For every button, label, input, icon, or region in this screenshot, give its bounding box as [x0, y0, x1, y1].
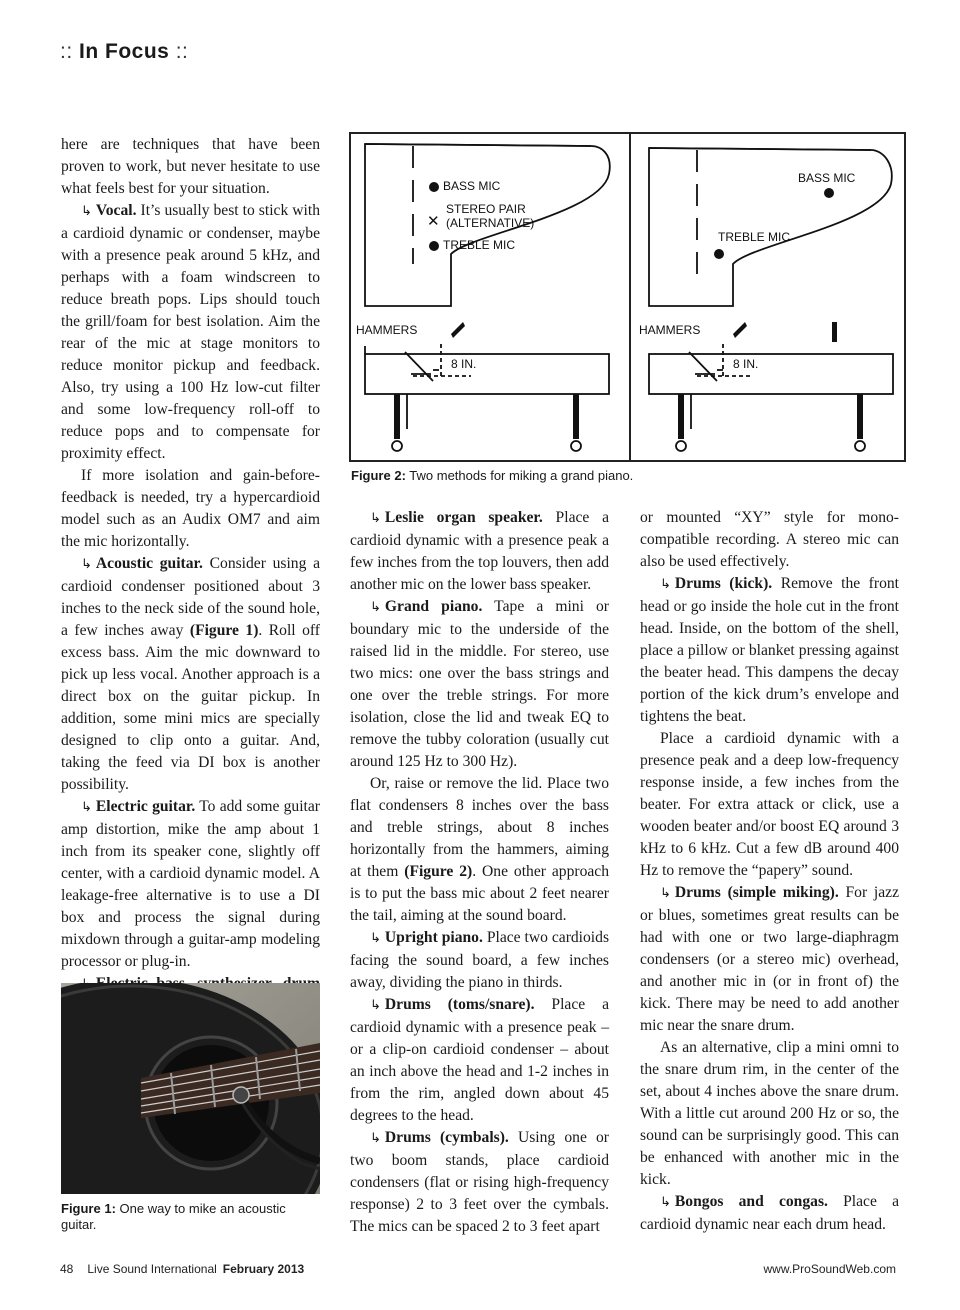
paragraph-text: It’s usually best to stick with a cardioid dynamic or condenser, maybe with a presence peak around 5 kHz, and perhaps with a foam windscreen to reduce breath pops. Lips should touch the grill/foam for best isolation. Aim the rear of the mic at stage monitors to reduce monitor pickup and feedback. Also, try using a 100 Hz low-cut filter and some low-frequency roll-off to reduce pops and to compensate for proximity effect. — [61, 202, 320, 462]
paragraph-text: Or, raise or remove the lid. Place two flat condensers 8 inches over the bass and treble strings, about 8 inches horizontally from the hammers, aiming at them — [350, 775, 609, 880]
caption-text: Two methods for miking a grand piano. — [405, 468, 634, 483]
arrow-icon: ↳ — [81, 800, 92, 815]
paragraph-electric — [61, 796, 320, 973]
caption-label: Figure 1: — [61, 1201, 116, 1216]
footer-url[interactable]: www.ProSoundWeb.com — [763, 1262, 896, 1276]
issue-date: February 2013 — [222, 1262, 305, 1276]
paragraph: If more isolation and gain-before-feedback is needed, try a hypercardioid model such as an Audix OM7 and aim the mic horizontally. — [61, 467, 320, 550]
paragraph-grand — [350, 596, 609, 773]
paragraph: As an alternative, clip a mini omni to the snare drum rim, in the center of the set, about 4 inches above the snare drum. With a little cut around 200 Hz or so, the sound can be surprisingly good. This can be enhanced with another mic in the kick. — [640, 1039, 899, 1188]
footer-left — [60, 1262, 304, 1276]
paragraph: Place a cardioid dynamic with a presence peak and a deep low-frequency response inside, a few inches from the beater. For extra attack or click, use a wooden beater and/or boost EQ around 3 kHz to 6 kHz. Cut a few dB around 400 Hz to remove the “papery” sound. — [640, 730, 899, 879]
paragraph: or mounted “XY” style for mono-compatible recording. A stereo mic can also be used effectively. — [640, 509, 899, 570]
bass-mic-marker — [429, 182, 439, 192]
label-hammers: HAMMERS — [356, 323, 418, 337]
topic-heading: Drums (simple miking). — [674, 884, 839, 901]
bass-mic-marker — [824, 188, 834, 198]
paragraph-text: For jazz or blues, sometimes great results can be had with one or two large-diaphragm condensers (or a stereo mic) overhead, and another mic in (or in front of) the kick. There may be need to add another mic near the snare drum. — [640, 884, 900, 1034]
piano-right-diagram — [649, 148, 893, 451]
topic-heading: Bongos and congas. — [674, 1193, 828, 1210]
label-treble-mic: TREBLE MIC — [718, 230, 791, 244]
label-hammers: HAMMERS — [639, 323, 701, 337]
paragraph-text: Place a cardioid dynamic with a presence peak a few inches from the top louvers, then add another mic on the lower bass speaker. — [350, 509, 609, 593]
arrow-icon: ↳ — [370, 998, 381, 1013]
section-header — [60, 40, 188, 64]
figure-1-photo — [61, 983, 320, 1194]
page-number: 48 — [60, 1262, 74, 1276]
paragraph-toms — [350, 994, 609, 1127]
topic-heading: Acoustic guitar. — [95, 555, 203, 572]
caption-text: One way to mike an acoustic guitar. — [61, 1201, 286, 1232]
paragraph-kick — [640, 573, 899, 728]
paragraph-text: Place a cardioid dynamic with a presence peak – or a clip-on cardioid condenser – about an inch above the head and 1-2 inches in from the rim, angled down about 45 degrees to the head. — [350, 996, 609, 1124]
figure-reference: (Figure 1) — [189, 622, 259, 639]
treble-mic-marker — [714, 249, 724, 259]
paragraph-text: Tape a mini or boundary mic to the underside of the raised lid in the middle. For stereo, use two mics: one over the bass strings and one over the treble strings. For more isolation, close the lid and tweak EQ to remove the tubby coloration (usually cut around 125 Hz to 300 Hz). — [350, 598, 609, 770]
arrow-icon: ↳ — [660, 1195, 671, 1210]
label-treble-mic: TREBLE MIC — [443, 238, 516, 252]
topic-heading: Leslie organ speaker. — [384, 509, 543, 526]
paragraph-vocal — [61, 200, 320, 465]
paragraph-text: Place two cardioids facing the sound board, a few inches away, dividing the piano in thirds. — [350, 929, 610, 991]
paragraph-leslie — [350, 507, 609, 596]
arrow-icon: ↳ — [660, 886, 671, 901]
treble-mic-marker — [429, 241, 439, 251]
topic-heading: Drums (toms/snare). — [384, 996, 535, 1013]
topic-heading: Upright piano. — [384, 929, 483, 946]
arrow-icon: ↳ — [81, 204, 92, 219]
arrow-icon: ↳ — [81, 557, 92, 572]
mic-symbol — [832, 322, 837, 342]
figure-reference: (Figure 2) — [404, 863, 473, 880]
arrow-icon: ↳ — [370, 511, 381, 526]
label-distance: 8 IN. — [733, 357, 759, 371]
paragraph-text: Place a cardioid dynamic near each drum head. — [640, 1193, 899, 1233]
label-bass-mic: BASS MIC — [798, 171, 856, 185]
topic-heading: Vocal. — [95, 202, 137, 219]
paragraph-text: Consider using a cardioid condenser positioned about 3 inches to the neck side of the sound hole, a few inches away — [61, 555, 320, 639]
publication-name: Live Sound International — [87, 1262, 217, 1276]
label-bass-mic: BASS MIC — [443, 179, 501, 193]
figure-1-caption — [61, 1201, 320, 1233]
paragraph-bongos — [640, 1191, 899, 1236]
topic-heading: Electric guitar. — [95, 798, 196, 815]
paragraph-upright — [350, 927, 609, 994]
header-suffix: :: — [175, 40, 189, 63]
header-prefix: :: — [60, 40, 73, 63]
paragraph-text: . Roll off excess bass. Aim the mic downward to pick up less vocal. Another approach is a direct box on the guitar pickup. In addition, some mini mics are specially designed to clip onto a guitar. And, taking the feed via DI box is another possibility. — [61, 622, 320, 793]
topic-heading: Drums (kick). — [674, 575, 773, 592]
arrow-icon: ↳ — [370, 931, 381, 946]
stereo-pair-marker: ✕ — [427, 212, 440, 230]
acoustic-guitar-illustration — [61, 983, 320, 1194]
diagram-divider — [629, 134, 631, 460]
article-column-3 — [640, 507, 899, 1236]
paragraph-cymbals — [350, 1127, 609, 1238]
arrow-icon: ↳ — [370, 600, 381, 615]
label-stereo-pair: STEREO PAIR — [446, 202, 526, 216]
article-column-1 — [61, 134, 320, 1018]
arrow-icon: ↳ — [660, 577, 671, 592]
paragraph-text: . One other approach is to put the bass mic about 2 feet nearer the tail, aiming at the sound board. — [350, 863, 609, 924]
paragraph-text: Remove the front head or go inside the hole cut in the front head. Inside, on the bottom of the shell, place a pillow or blanket pressing against the beater head. This dampens the decay portion of the kick drum’s envelope and tightens the beat. — [640, 575, 899, 725]
paragraph: here are techniques that have been proven to work, but never hesitate to use what feels best for your situation. — [61, 136, 320, 197]
article-column-2 — [350, 507, 609, 1238]
grand-piano-diagrams — [351, 134, 904, 460]
paragraph-grand-2 — [350, 773, 609, 927]
topic-heading: Drums (cymbals). — [384, 1129, 509, 1146]
arrow-icon: ↳ — [370, 1131, 381, 1146]
topic-heading: Grand piano. — [384, 598, 483, 615]
figure-2-diagram — [349, 132, 906, 462]
mic-symbol — [733, 322, 747, 338]
caption-label: Figure 2: — [351, 468, 406, 483]
header-title: In Focus — [79, 40, 170, 63]
paragraph-text: To add some guitar amp distortion, mike the amp about 1 inch from its speaker cone, slightly off center, with a cardioid dynamic model. A leakage-free alternative is to use a DI box and process the signal during mixdown through a guitar-amp modeling processor or plug-in. — [61, 798, 320, 970]
paragraph-text: Using one or two boom stands, place cardioid condensers (flat or rising high-frequency response) 2 to 3 feet over the cymbals. The mics can be spaced 2 to 3 feet apart — [350, 1129, 609, 1235]
label-distance: 8 IN. — [451, 357, 477, 371]
mic-symbol — [451, 322, 465, 338]
paragraph-simple — [640, 882, 899, 1037]
label-alternative: (ALTERNATIVE) — [446, 216, 535, 230]
figure-2-caption — [351, 468, 911, 484]
paragraph-acoustic — [61, 553, 320, 796]
